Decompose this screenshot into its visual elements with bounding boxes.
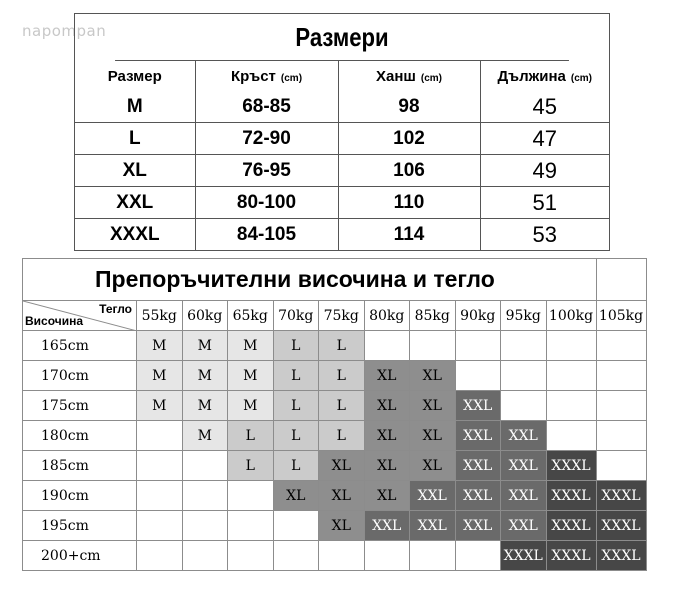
size-recommendation-cell	[410, 331, 456, 361]
size-recommendation-cell: L	[228, 421, 274, 451]
size-recommendation-cell	[273, 511, 319, 541]
size-recommendation-cell: XXXL	[596, 541, 646, 571]
size-recommendation-cell	[137, 541, 183, 571]
size-recommendation-cell: XL	[410, 391, 456, 421]
size-recommendation-cell: XL	[364, 391, 410, 421]
size-recommendation-cell: XXL	[455, 481, 501, 511]
size-recommendation-cell: XXL	[364, 511, 410, 541]
header-size	[75, 61, 195, 91]
size-recommendation-cell	[319, 541, 365, 571]
weight-header-cell: 55kg	[137, 301, 183, 331]
waist-cell: 80-100	[195, 187, 338, 219]
size-table	[74, 13, 610, 251]
size-recommendation-cell: XL	[273, 481, 319, 511]
weight-header-cell: 95kg	[501, 301, 547, 331]
size-recommendation-cell: M	[182, 421, 228, 451]
size-recommendation-cell: XXL	[501, 481, 547, 511]
height-label-cell: 195cm	[23, 511, 137, 541]
size-recommendation-cell: XL	[364, 481, 410, 511]
hips-cell: 106	[338, 155, 480, 187]
header-hips	[338, 61, 480, 91]
height-label-cell: 200+cm	[23, 541, 137, 571]
size-recommendation-cell: XXXL	[546, 451, 596, 481]
length-cell: 47	[480, 123, 609, 155]
header-label: Дължина	[497, 67, 566, 85]
size-recommendation-cell: L	[319, 421, 365, 451]
size-recommendation-cell: XL	[319, 481, 365, 511]
length-cell: 53	[480, 219, 609, 251]
height-row	[23, 541, 647, 571]
height-row	[23, 481, 647, 511]
waist-cell: 72-90	[195, 123, 338, 155]
size-recommendation-cell	[455, 331, 501, 361]
length-cell: 49	[480, 155, 609, 187]
size-recommendation-cell: M	[137, 331, 183, 361]
size-recommendation-cell	[596, 451, 646, 481]
size-recommendation-cell: M	[182, 391, 228, 421]
size-recommendation-cell	[410, 541, 456, 571]
size-recommendation-cell: XL	[364, 421, 410, 451]
weight-header-cell: 60kg	[182, 301, 228, 331]
height-label-cell: 180cm	[23, 421, 137, 451]
size-recommendation-cell: XXL	[455, 451, 501, 481]
size-recommendation-cell: XL	[364, 361, 410, 391]
size-recommendation-cell	[228, 481, 274, 511]
size-recommendation-cell	[137, 481, 183, 511]
size-recommendation-cell: XXXL	[546, 511, 596, 541]
header-unit: (cm)	[280, 72, 303, 84]
size-cell: M	[75, 91, 195, 123]
size-recommendation-cell: XXL	[501, 451, 547, 481]
size-recommendation-cell: XXXL	[501, 541, 547, 571]
size-recommendation-cell	[182, 511, 228, 541]
height-label-cell: 185cm	[23, 451, 137, 481]
length-cell: 51	[480, 187, 609, 219]
size-cell: XXXL	[75, 219, 195, 251]
size-recommendation-cell: L	[273, 391, 319, 421]
size-table-header-row	[75, 61, 609, 91]
corner-cell	[23, 301, 137, 331]
height-label-cell: 165cm	[23, 331, 137, 361]
size-recommendation-cell: M	[228, 331, 274, 361]
waist-cell: 84-105	[195, 219, 338, 251]
size-recommendation-cell: L	[273, 421, 319, 451]
length-cell: 45	[480, 91, 609, 123]
height-axis-label: Височина	[25, 314, 84, 328]
weight-header-cell: 80kg	[364, 301, 410, 331]
size-recommendation-cell: L	[273, 451, 319, 481]
size-recommendation-cell	[546, 421, 596, 451]
size-recommendation-cell: M	[182, 331, 228, 361]
size-recommendation-cell: M	[182, 361, 228, 391]
size-recommendation-cell: L	[273, 331, 319, 361]
size-recommendation-cell: M	[137, 361, 183, 391]
weight-header-cell: 90kg	[455, 301, 501, 331]
height-row	[23, 361, 647, 391]
size-recommendation-cell: XXL	[410, 511, 456, 541]
size-recommendation-cell: XXXL	[546, 541, 596, 571]
recommendation-title-row	[23, 259, 647, 301]
size-table-title: Размери	[115, 14, 569, 61]
waist-cell: 68-85	[195, 91, 338, 123]
size-recommendation-cell: L	[319, 361, 365, 391]
size-recommendation-cell	[182, 541, 228, 571]
size-recommendation-cell	[364, 541, 410, 571]
size-recommendation-cell: M	[228, 361, 274, 391]
size-recommendation-cell	[546, 361, 596, 391]
header-label: Ханш	[375, 67, 416, 85]
weight-header-cell: 85kg	[410, 301, 456, 331]
size-recommendation-cell: XXL	[501, 421, 547, 451]
size-recommendation-cell: L	[273, 361, 319, 391]
height-row	[23, 511, 647, 541]
weight-header-cell: 75kg	[319, 301, 365, 331]
recommendation-title: Препоръчителни височина и тегло	[23, 259, 597, 301]
height-row	[23, 391, 647, 421]
size-recommendation-cell: XL	[410, 421, 456, 451]
size-recommendation-cell: XXXL	[596, 481, 646, 511]
size-recommendation-cell: XL	[319, 511, 365, 541]
header-unit: (cm)	[570, 72, 593, 84]
size-row	[75, 155, 609, 187]
header-label: Размер	[107, 67, 162, 85]
size-recommendation-cell: L	[228, 451, 274, 481]
size-recommendation-cell	[501, 361, 547, 391]
size-recommendation-cell: XXL	[455, 421, 501, 451]
weight-axis-label: Тегло	[99, 302, 132, 316]
size-recommendation-cell	[228, 511, 274, 541]
header-waist	[195, 61, 338, 91]
size-row	[75, 91, 609, 123]
size-recommendation-cell: XXL	[455, 511, 501, 541]
header-label: Кръст	[230, 67, 276, 85]
size-recommendation-cell	[546, 391, 596, 421]
size-row	[75, 187, 609, 219]
size-recommendation-cell	[596, 361, 646, 391]
size-recommendation-cell	[137, 511, 183, 541]
weight-header-cell: 105kg	[596, 301, 646, 331]
height-label-cell: 175cm	[23, 391, 137, 421]
size-cell: XL	[75, 155, 195, 187]
size-recommendation-cell	[455, 361, 501, 391]
hips-cell: 98	[338, 91, 480, 123]
size-recommendation-cell	[596, 331, 646, 361]
size-recommendation-cell	[596, 421, 646, 451]
height-label-cell: 170cm	[23, 361, 137, 391]
size-recommendation-cell: M	[228, 391, 274, 421]
size-recommendation-cell	[546, 331, 596, 361]
size-recommendation-cell	[596, 391, 646, 421]
size-cell: L	[75, 123, 195, 155]
height-row	[23, 331, 647, 361]
weight-header-cell: 70kg	[273, 301, 319, 331]
header-unit: (cm)	[420, 72, 443, 84]
size-recommendation-cell	[182, 451, 228, 481]
size-recommendation-cell: XXXL	[596, 511, 646, 541]
height-row	[23, 451, 647, 481]
hips-cell: 102	[338, 123, 480, 155]
recommendation-table	[22, 258, 647, 571]
size-recommendation-cell	[182, 481, 228, 511]
hips-cell: 110	[338, 187, 480, 219]
size-recommendation-cell: XL	[410, 451, 456, 481]
weight-header-cell: 65kg	[228, 301, 274, 331]
size-cell: XXL	[75, 187, 195, 219]
size-recommendation-cell: XL	[364, 451, 410, 481]
height-row	[23, 421, 647, 451]
size-recommendation-cell: XL	[410, 361, 456, 391]
weight-header-cell: 100kg	[546, 301, 596, 331]
size-recommendation-cell: M	[137, 391, 183, 421]
size-recommendation-cell: XXXL	[546, 481, 596, 511]
size-recommendation-cell	[137, 451, 183, 481]
size-recommendation-cell: XXL	[410, 481, 456, 511]
size-recommendation-cell	[273, 541, 319, 571]
size-recommendation-cell: L	[319, 331, 365, 361]
size-table-grid	[75, 61, 609, 250]
hips-cell: 114	[338, 219, 480, 251]
waist-cell: 76-95	[195, 155, 338, 187]
size-recommendation-cell	[455, 541, 501, 571]
recommendation-grid	[22, 258, 647, 571]
size-recommendation-cell	[501, 331, 547, 361]
title-spacer-cell	[596, 259, 646, 301]
height-label-cell: 190cm	[23, 481, 137, 511]
size-recommendation-cell	[137, 421, 183, 451]
watermark-text: napompan	[22, 22, 107, 40]
size-recommendation-cell: XXL	[501, 511, 547, 541]
size-recommendation-cell	[501, 391, 547, 421]
size-row	[75, 123, 609, 155]
size-recommendation-cell	[364, 331, 410, 361]
header-length	[480, 61, 609, 91]
size-recommendation-cell: XL	[319, 451, 365, 481]
size-recommendation-cell	[228, 541, 274, 571]
weight-header-row	[23, 301, 647, 331]
size-recommendation-cell: XXL	[455, 391, 501, 421]
size-recommendation-cell: L	[319, 391, 365, 421]
size-row	[75, 219, 609, 251]
